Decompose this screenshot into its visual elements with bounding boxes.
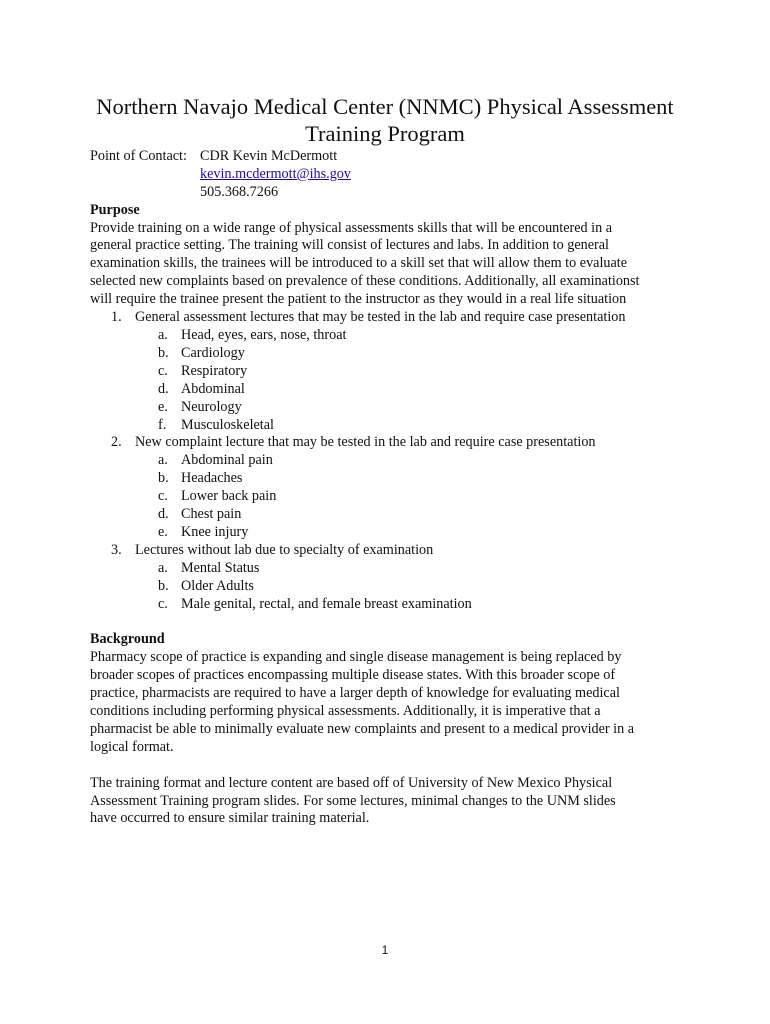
- paragraph-line: selected new complaints based on prevalence of these conditions. Additionally, all examinationst: [90, 273, 640, 290]
- list-item: [90, 309, 690, 327]
- paragraph-line: broader scopes of practices encompassing multiple disease states. With this broader scope of: [90, 667, 616, 684]
- sub-list-text: Neurology: [181, 398, 242, 415]
- purpose-heading: Purpose: [90, 201, 140, 218]
- sub-list-item: [90, 327, 690, 345]
- paragraph-line: general practice setting. The training will consist of lectures and labs. In addition to general: [90, 237, 609, 254]
- contact-name: CDR Kevin McDermott: [200, 148, 338, 164]
- sub-list-letter: d.: [158, 506, 169, 523]
- lecture-list: [90, 309, 690, 613]
- paragraph-line: will require the trainee present the patient to the instructor as they would in a real life situation: [90, 291, 627, 308]
- sub-list-text: Head, eyes, ears, nose, throat: [181, 327, 347, 344]
- sub-list-text: Older Adults: [181, 577, 254, 594]
- contact-row-phone: [90, 184, 690, 202]
- sub-list-letter: f.: [158, 416, 167, 433]
- sub-list-text: Knee injury: [181, 523, 249, 540]
- sub-list-item: [90, 578, 690, 596]
- sub-list-item: [90, 596, 690, 614]
- title-line-1: Northern Navajo Medical Center (NNMC) Physical Assessment: [96, 94, 674, 119]
- background-paragraph-2: [90, 775, 690, 829]
- sub-list-item: [90, 399, 690, 417]
- sub-list-letter: a.: [158, 327, 168, 344]
- list-text: Lectures without lab due to specialty of examination: [135, 541, 434, 558]
- sub-list-letter: a.: [158, 559, 168, 576]
- paragraph-line: have occurred to ensure similar training material.: [90, 810, 370, 827]
- sub-list-letter: b.: [158, 470, 169, 487]
- paragraph-line: Pharmacy scope of practice is expanding and single disease management is being replaced by: [90, 649, 622, 666]
- sub-list-item: [90, 488, 690, 506]
- paragraph-line: The training format and lecture content are based off of University of New Mexico Physical: [90, 774, 613, 791]
- list-item: [90, 434, 690, 452]
- list-number: 3.: [111, 541, 122, 558]
- background-heading: Background: [90, 631, 165, 648]
- spacer: [90, 614, 690, 632]
- sub-list-letter: e.: [158, 523, 168, 540]
- sub-list-item: [90, 470, 690, 488]
- contact-label: Point of Contact:: [90, 148, 187, 164]
- contact-row-name: [90, 148, 690, 166]
- paragraph-line: Provide training on a wide range of physical assessments skills that will be encountered in a: [90, 219, 613, 236]
- sub-list-text: Abdominal: [181, 380, 245, 397]
- sub-list-text: Headaches: [181, 470, 243, 487]
- sub-list: [90, 452, 690, 542]
- list-number: 1.: [111, 309, 122, 326]
- contact-email-link[interactable]: kevin.mcdermott@ihs.gov: [200, 165, 351, 182]
- background-paragraph-1: [90, 649, 690, 756]
- sub-list-text: Chest pain: [181, 506, 242, 523]
- sub-list-letter: c.: [158, 488, 168, 505]
- sub-list-text: Cardiology: [181, 344, 245, 361]
- paragraph-line: conditions including performing physical assessments. Additionally, it is imperative that a: [90, 703, 601, 720]
- sub-list-text: Mental Status: [181, 559, 260, 576]
- purpose-paragraph: [90, 220, 690, 310]
- sub-list: [90, 327, 690, 434]
- sub-list-letter: d.: [158, 380, 169, 397]
- document-body: [90, 148, 690, 828]
- paragraph-line: Assessment Training program slides. For some lectures, minimal changes to the UNM slides: [90, 792, 616, 809]
- sub-list-text: Abdominal pain: [181, 452, 273, 469]
- sub-list-letter: c.: [158, 362, 168, 379]
- sub-list-text: Lower back pain: [181, 488, 277, 505]
- list-number: 2.: [111, 434, 122, 451]
- sub-list-letter: e.: [158, 398, 168, 415]
- sub-list-text: Male genital, rectal, and female breast examination: [181, 595, 472, 612]
- sub-list-item: [90, 417, 690, 435]
- document-title: [60, 93, 710, 147]
- contact-phone: 505.368.7266: [200, 183, 279, 200]
- sub-list-letter: c.: [158, 595, 168, 612]
- sub-list-text: Respiratory: [181, 362, 248, 379]
- sub-list-letter: a.: [158, 452, 168, 469]
- sub-list-item: [90, 524, 690, 542]
- paragraph-line: logical format.: [90, 738, 174, 755]
- paragraph-line: pharmacist be able to minimally evaluate new complaints and present to a medical provider in a: [90, 720, 635, 737]
- sub-list-item: [90, 345, 690, 363]
- page-number: 1: [381, 943, 389, 957]
- paragraph-line: practice, pharmacists are required to have a larger depth of knowledge for evaluating medical: [90, 685, 620, 702]
- spacer: [90, 757, 690, 775]
- list-text: General assessment lectures that may be tested in the lab and require case presentation: [135, 309, 626, 326]
- sub-list-item: [90, 381, 690, 399]
- title-line-2: Training Program: [305, 121, 465, 146]
- list-item: [90, 542, 690, 560]
- sub-list-item: [90, 363, 690, 381]
- paragraph-line: examination skills, the trainees will be introduced to a skill set that will allow them to evaluate: [90, 255, 628, 272]
- list-text: New complaint lecture that may be tested in the lab and require case presentation: [135, 434, 596, 451]
- sub-list-letter: b.: [158, 577, 169, 594]
- sub-list-text: Musculoskeletal: [181, 416, 274, 433]
- sub-list-item: [90, 506, 690, 524]
- sub-list: [90, 560, 690, 614]
- sub-list-item: [90, 560, 690, 578]
- sub-list-item: [90, 452, 690, 470]
- contact-row-email: [90, 166, 690, 184]
- sub-list-letter: b.: [158, 344, 169, 361]
